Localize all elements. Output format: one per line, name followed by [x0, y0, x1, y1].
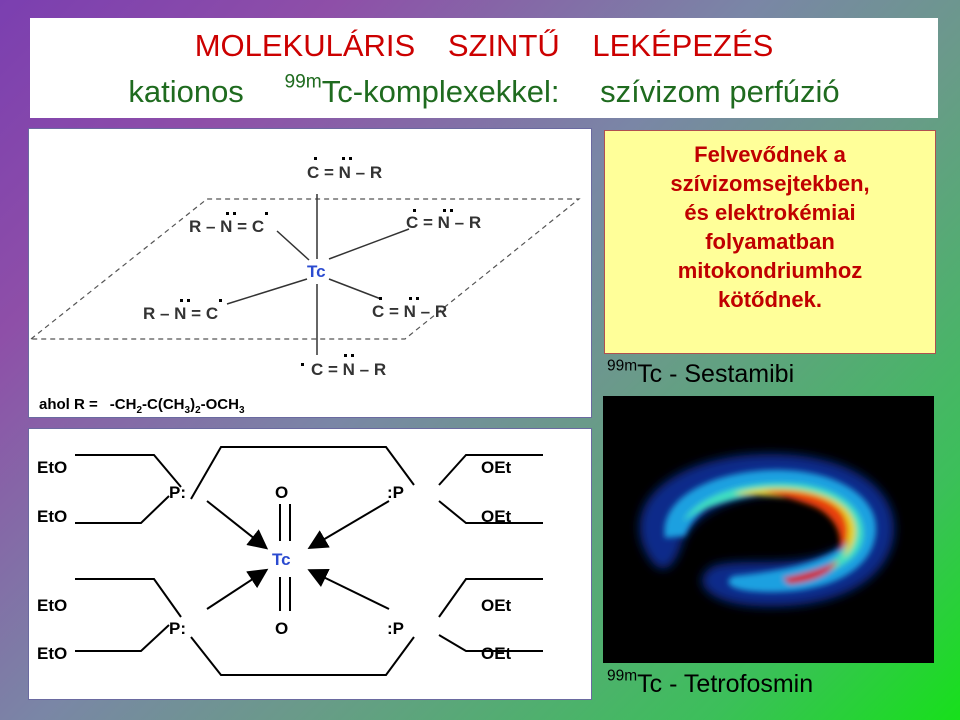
note-line: Felvevődnek a: [694, 142, 846, 167]
eto-label: EtO: [37, 596, 68, 615]
uptake-note-box: [604, 130, 936, 354]
tetrofosmin-label-text: Tc - Tetrofosmin: [637, 670, 814, 698]
ligand-skeleton: [75, 447, 543, 675]
eto-label: EtO: [37, 507, 68, 526]
equatorial-plane: [31, 199, 579, 339]
title-tc-complex: [284, 71, 560, 109]
note-line: mitokondriumhoz: [677, 258, 863, 283]
note-line: szívizomsejtekben,: [670, 171, 870, 196]
note-line: és elektrokémiai: [684, 200, 856, 225]
heart-scan-image: [603, 396, 934, 663]
coordination-arrows: [207, 501, 389, 609]
tetrofosmin-structure-diagram: [29, 429, 591, 699]
title-word-2: SZINTŰ: [447, 28, 560, 63]
oet-label: OEt: [481, 458, 512, 477]
tetrofosmin-structure-panel: [28, 428, 592, 700]
isotope-superscript: 99m: [284, 71, 322, 93]
tc-center-atom: Tc: [307, 262, 326, 281]
isotope-superscript: 99m: [607, 357, 638, 375]
oet-label: OEt: [481, 596, 512, 615]
bond-upper-right: [329, 229, 409, 259]
title-box: [30, 18, 938, 118]
title-word-1: MOLEKULÁRIS: [194, 28, 416, 63]
bond-lower-left: [227, 279, 307, 304]
oet-label: OEt: [481, 507, 512, 526]
ligand-bottom: C = N – R: [311, 360, 387, 379]
sestamibi-label: [607, 357, 795, 389]
title-tc-text: Tc-komplexekkel:: [321, 74, 560, 109]
phosphorus-left: P:: [169, 619, 186, 638]
eto-label: EtO: [37, 458, 68, 477]
oxygen-atom: O: [275, 483, 289, 502]
sestamibi-structure-panel: [28, 128, 592, 418]
phosphorus-left: P:: [169, 483, 186, 502]
ligand-lower-right: C = N – R: [372, 302, 448, 321]
title-kationos: kationos: [128, 74, 244, 109]
title-line-1: [30, 28, 938, 64]
eto-label: EtO: [37, 644, 68, 663]
tetrofosmin-label: [607, 667, 814, 699]
title-line-2: [30, 71, 938, 110]
tc-center-atom: Tc: [272, 550, 291, 569]
phosphorus-right: :P: [387, 483, 404, 502]
bond-upper-left: [277, 231, 309, 260]
r-group-footnote: ahol $R = -CH_2-C(CH_3)_2-OCH_3$: [39, 396, 245, 416]
isotope-superscript: 99m: [607, 667, 638, 685]
ligand-lower-left: R – N = C: [143, 304, 219, 323]
phosphorus-right: :P: [387, 619, 404, 638]
note-line: folyamatban: [705, 229, 835, 254]
oet-label: OEt: [481, 644, 512, 663]
bond-lower-right: [329, 279, 381, 299]
ligand-top: C = N – R: [307, 163, 383, 182]
ligand-upper-left: R – N = C: [189, 217, 265, 236]
title-perfusion: szívizom perfúzió: [600, 74, 840, 109]
sestamibi-structure-diagram: [29, 129, 591, 417]
note-line: kötődnek.: [718, 287, 822, 312]
oxygen-atom: O: [275, 619, 289, 638]
myocardial-perfusion-scan: [603, 396, 934, 663]
sestamibi-label-text: Tc - Sestamibi: [637, 360, 795, 388]
ligand-upper-right: C = N – R: [406, 213, 482, 232]
title-word-3: LEKÉPEZÉS: [592, 28, 774, 63]
